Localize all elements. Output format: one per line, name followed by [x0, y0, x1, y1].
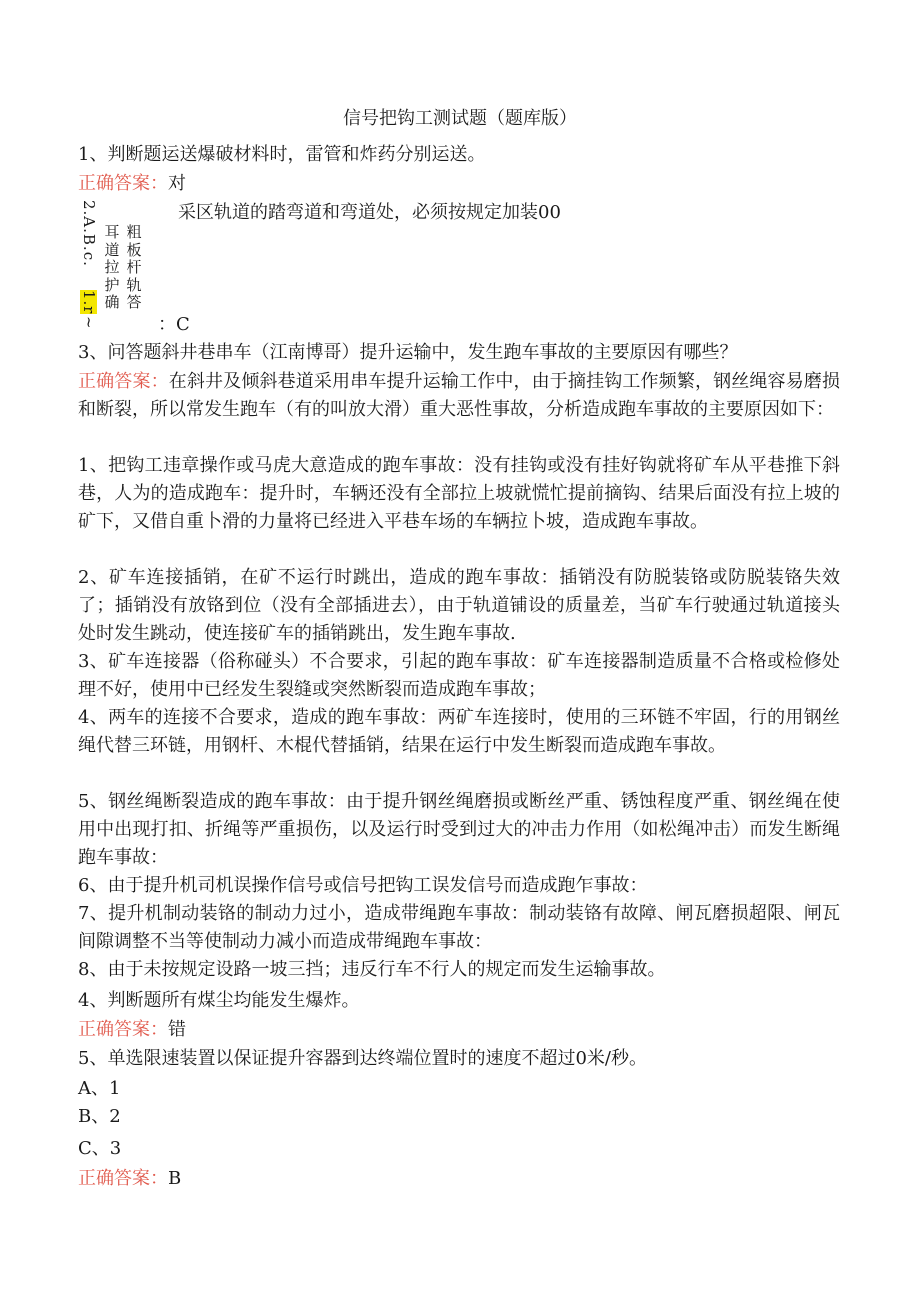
column-char: 板: [126, 240, 142, 259]
question-1-answer: [78, 171, 848, 197]
answer-label: 正确答案：: [78, 1168, 168, 1189]
answer-value: B: [168, 1168, 182, 1189]
column-char: 轨: [126, 275, 142, 294]
answer-label: 正确答案：: [78, 173, 168, 194]
column-char: 耳: [104, 223, 120, 241]
question-5-text: 5、单选限速装置以保证提升容器到达终端位置时的速度不超过0米/秒。: [78, 1048, 647, 1069]
question-2-dash: ~: [80, 316, 98, 330]
question-1-text: 1、判断题运送爆破材料时，雷管和炸药分别运送。: [78, 144, 486, 165]
column-char: 杆: [126, 258, 142, 276]
answer-point-5: 5、钢丝绳断裂造成的跑车事故：由于提升钢丝绳磨损或断丝严重、锈蚀程度严重、钢丝绳在使用中出现打扣、折绳等严重损伤，以及运行时受到过大的冲击力作用（如松绳冲击）而发生断绳跑车事故：: [78, 791, 840, 868]
column-char: 护: [104, 275, 120, 294]
document-title: 信号把钩工测试题（题库版）: [343, 108, 577, 129]
question-2-answer: ：C: [158, 314, 190, 335]
question-3-answer: [78, 368, 840, 424]
question-2-stem: 采区轨道的踏弯道和弯道处，必须按规定加装00: [178, 202, 561, 223]
answer-point-1: 1、把钩工违章操作或马虎大意造成的跑车事故：没有挂钩或没有挂好钩就将矿车从平巷推下斜巷，人为的造成跑车：提升时，车辆还没有全部拉上坡就慌忙提前摘钩、结果后面没有拉上坡的矿下，又借自重卜滑的力量将已经进入平巷车场的车辆拉卜坡，造成跑车事故。: [78, 455, 840, 532]
answer-point-2: 2、矿车连接插销，在矿不运行时跳出，造成的跑车事故：插销没有防脱装铬或防脱装铬失效了；插销没有放铬到位（没有全部插进去），由于轨道铺设的质量差，当矿车行驶通过轨道接头处时发生跳动，使连接矿车的插销跳出，发生跑车事故.: [78, 567, 840, 644]
answer-intro: 在斜井及倾斜巷道采用串车提升运输工作中，由于摘挂钩工作频繁，钢丝绳容易磨损和断裂，所以常发生跑车（有的叫放大滑）重大恶性事故，分析造成跑车事故的主要原因如下：: [78, 371, 840, 420]
column-char: 确: [104, 293, 120, 311]
question-2-number-vertical: 2.A.B.c.: [80, 200, 98, 267]
column-char: 道: [104, 240, 120, 259]
question-4-text: 4、判断题所有煤尘均能发生爆炸。: [78, 990, 360, 1011]
option-c: C、3: [78, 1138, 122, 1159]
column-char: 粗: [126, 223, 142, 241]
question-3-text: 3、问答题斜井巷串车（江南博哥）提升运输中，发生跑车事故的主要原因有哪些？: [78, 342, 738, 363]
option-a: A、1: [78, 1078, 121, 1099]
option-b: B、2: [78, 1106, 121, 1127]
answer-label: 正确答案：: [78, 371, 169, 392]
answer-point-6: 6、由于提升机司机误操作信号或信号把钩工误发信号而造成跑乍事故：: [78, 875, 648, 896]
question-4-answer: [78, 1017, 848, 1043]
answer-label: 正确答案：: [78, 1019, 168, 1040]
question-2-highlight: 1.r: [80, 290, 98, 315]
question-2-column-1: [103, 224, 121, 312]
column-char: 答: [126, 293, 142, 311]
answer-point-8: 8、由于未按规定设路一坡三挡；违反行车不行人的规定而发生运输事故。: [78, 959, 666, 980]
answer-value: 对: [168, 173, 186, 194]
answer-point-7: 7、提升机制动装铬的制动力过小，造成带绳跑车事故：制动装铬有故障、闸瓦磨损超限、闸瓦间隙调整不当等使制动力减小而造成带绳跑车事故：: [78, 903, 840, 952]
question-5-answer: [78, 1166, 848, 1192]
answer-value: 错: [168, 1019, 186, 1040]
column-char: 拉: [104, 258, 120, 276]
answer-point-3: 3、矿车连接器（俗称碰头）不合要求，引起的跑车事故：矿车连接器制造质量不合格或检修处理不好，使用中已经发生裂缝或突然断裂而造成跑车事故；: [78, 651, 840, 700]
question-2-column-2: [125, 224, 143, 312]
answer-point-4: 4、两车的连接不合要求，造成的跑车事故：两矿车连接时，使用的三环链不牢固，行的用钢丝绳代替三环链，用钢杆、木棍代替插销，结果在运行中发生断裂而造成跑车事故。: [78, 707, 840, 756]
